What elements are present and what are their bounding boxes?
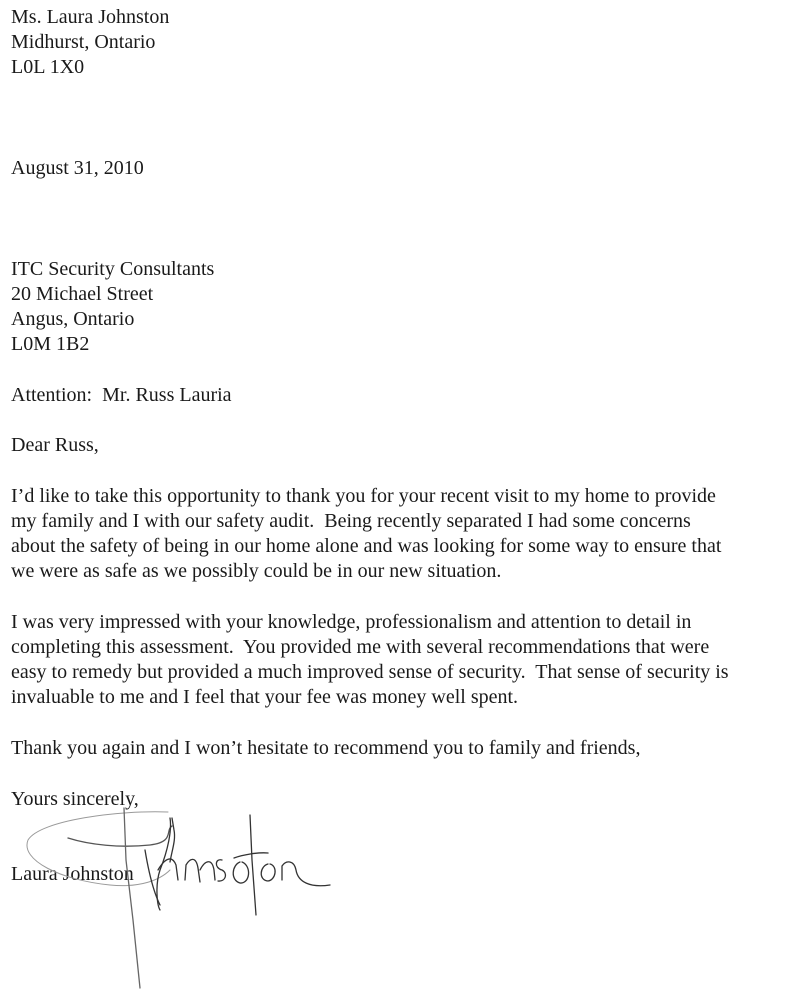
paragraph-line: I was very impressed with your knowledge, professionalism and attention to detail in — [11, 611, 692, 633]
recipient-company: ITC Security Consultants — [11, 258, 215, 280]
recipient-city: Angus, Ontario — [11, 308, 135, 330]
paragraph-line: invaluable to me and I feel that your fee was money well spent. — [11, 686, 519, 708]
body-paragraph — [11, 484, 811, 584]
recipient-postal: L0M 1B2 — [11, 333, 90, 355]
body-paragraph — [11, 736, 811, 761]
sender-name: Ms. Laura Johnston — [11, 6, 170, 28]
paragraph-line: my family and I with our safety audit. Being recently separated I had some concerns — [11, 510, 691, 532]
paragraph-line: Thank you again and I won’t hesitate to recommend you to family and friends, — [11, 737, 641, 759]
attention-line: Attention: Mr. Russ Lauria — [11, 384, 232, 406]
signer-name: Laura Johnston — [11, 863, 134, 885]
recipient-street: 20 Michael Street — [11, 283, 154, 305]
paragraph-line: about the safety of being in our home alone and was looking for some way to ensure that — [11, 535, 722, 557]
paragraph-line: I’d like to take this opportunity to thank you for your recent visit to my home to provide — [11, 485, 716, 507]
closing: Yours sincerely, — [11, 788, 139, 810]
letter-date: August 31, 2010 — [11, 157, 144, 179]
salutation: Dear Russ, — [11, 434, 99, 456]
paragraph-line: completing this assessment. You provided me with several recommendations that were — [11, 636, 710, 658]
sender-postal: L0L 1X0 — [11, 56, 85, 78]
body-paragraph — [11, 610, 811, 710]
paragraph-line: we were as safe as we possibly could be in our new situation. — [11, 560, 502, 582]
sender-city: Midhurst, Ontario — [11, 31, 156, 53]
paragraph-line: easy to remedy but provided a much improved sense of security. That sense of security is — [11, 661, 729, 683]
